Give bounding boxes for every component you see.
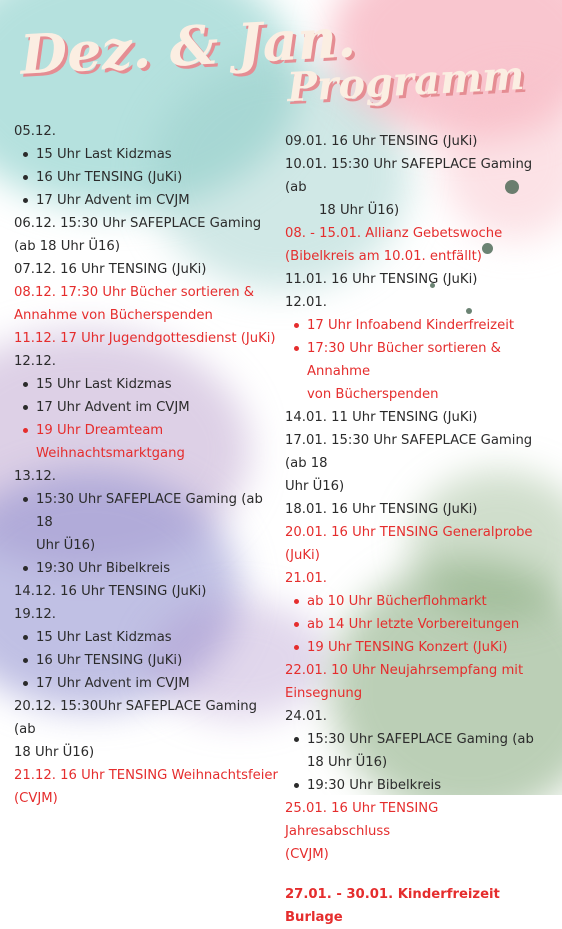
- schedule-entry-text: 06.12. 15:30 Uhr SAFEPLACE Gaming: [14, 216, 262, 231]
- schedule-entry-text: 05.12.: [14, 124, 56, 139]
- schedule-entry-text: 15:30 Uhr SAFEPLACE Gaming (ab 18: [36, 492, 268, 530]
- schedule-bullet-item: [14, 419, 282, 465]
- schedule-entry-text: 17 Uhr Advent im CVJM: [36, 400, 190, 415]
- schedule-entry-text: Uhr Ü16): [285, 479, 345, 494]
- schedule-entry-text: 14.01. 11 Uhr TENSING (JuKi): [285, 410, 478, 425]
- schedule-entry-text: 22.01. 10 Uhr Neujahrsempfang mit: [285, 663, 524, 678]
- schedule-entry-text: (CVJM): [14, 791, 58, 806]
- schedule-entry-text: 20.01. 16 Uhr TENSING Generalprobe: [285, 525, 533, 540]
- schedule-entry-text: 15:30 Uhr SAFEPLACE Gaming (ab: [307, 732, 534, 747]
- schedule-entry-text: 13.12.: [14, 469, 56, 484]
- title-dez-jan: Dez. & Jan.: [18, 5, 358, 87]
- schedule-column-january: [285, 130, 547, 929]
- schedule-date-heading: [14, 465, 282, 488]
- schedule-entry-text: 20.12. 15:30Uhr SAFEPLACE Gaming (ab: [14, 699, 262, 737]
- schedule-bullet-item: [14, 649, 282, 672]
- schedule-date-heading: [285, 291, 547, 314]
- schedule-entry-text: 21.01.: [285, 571, 327, 586]
- schedule-bullet-item: [14, 166, 282, 189]
- schedule-bullet-item: [14, 373, 282, 396]
- schedule-entry-text: 16 Uhr TENSING (JuKi): [36, 653, 183, 668]
- schedule-date-heading: [14, 120, 282, 143]
- schedule-entry-text: 12.12.: [14, 354, 56, 369]
- schedule-entry-text: 10.01. 15:30 Uhr SAFEPLACE Gaming (ab: [285, 157, 537, 195]
- schedule-entry-text: 25.01. 16 Uhr TENSING Jahresabschluss: [285, 801, 443, 839]
- schedule-bullet-item: [285, 774, 547, 797]
- schedule-bullet-item: [285, 613, 547, 636]
- schedule-entry: [14, 764, 282, 810]
- schedule-entry-text: 15 Uhr Last Kidzmas: [36, 377, 172, 392]
- schedule-bullet-item: [14, 396, 282, 419]
- title-programm: Programm: [285, 51, 526, 112]
- schedule-bullet-item: [285, 337, 547, 406]
- schedule-entry-text: (JuKi): [285, 548, 320, 563]
- schedule-entry-text: Weihnachtsmarktgang: [36, 446, 185, 461]
- schedule-entry-text: 11.12. 17 Uhr Jugendgottesdienst (JuKi): [14, 331, 276, 346]
- schedule-entry-text: 07.12. 16 Uhr TENSING (JuKi): [14, 262, 207, 277]
- schedule-entry-text: von Bücherspenden: [307, 387, 439, 402]
- schedule-entry-text: 18 Uhr Ü16): [307, 755, 388, 770]
- schedule-entry-text: 16 Uhr TENSING (JuKi): [36, 170, 183, 185]
- schedule-entry-text: 19:30 Uhr Bibelkreis: [307, 778, 442, 793]
- schedule-entry-text: 27.01. - 30.01. Kinderfreizeit Burlage: [285, 887, 505, 925]
- schedule-entry-text: 19:30 Uhr Bibelkreis: [36, 561, 171, 576]
- schedule-entry-text: 17 Uhr Advent im CVJM: [36, 193, 190, 208]
- schedule-entry-text: 17 Uhr Infoabend Kinderfreizeit: [307, 318, 515, 333]
- schedule-date-heading: [14, 350, 282, 373]
- schedule-column-december: [14, 120, 282, 810]
- schedule-entry-text: 19 Uhr Dreamteam: [36, 423, 164, 438]
- schedule-entry: [285, 153, 547, 222]
- schedule-entry: [285, 883, 547, 929]
- schedule-date-heading: [285, 705, 547, 728]
- schedule-entry-text: 19.12.: [14, 607, 56, 622]
- schedule-entry-text: 24.01.: [285, 709, 327, 724]
- schedule-entry-text: 15 Uhr Last Kidzmas: [36, 147, 172, 162]
- schedule-entry-text: 17:30 Uhr Bücher sortieren & Annahme: [307, 341, 506, 379]
- schedule-entry: [285, 222, 547, 268]
- schedule-entry-text: 08. - 15.01. Allianz Gebetswoche: [285, 226, 503, 241]
- schedule-date-heading: [285, 567, 547, 590]
- schedule-bullet-item: [14, 672, 282, 695]
- schedule-bullet-item: [285, 314, 547, 337]
- schedule-entry-text: 11.01. 16 Uhr TENSING (JuKi): [285, 272, 478, 287]
- schedule-bullet-item: [285, 590, 547, 613]
- schedule-entry: [285, 130, 547, 153]
- schedule-bullet-item: [285, 636, 547, 659]
- schedule-entry-text: 15 Uhr Last Kidzmas: [36, 630, 172, 645]
- schedule-entry-text: 18 Uhr Ü16): [319, 203, 400, 218]
- schedule-entry-text: Uhr Ü16): [36, 538, 96, 553]
- schedule-entry-text: Annahme von Bücherspenden: [14, 308, 213, 323]
- schedule-entry-text: (ab 18 Uhr Ü16): [14, 239, 120, 254]
- schedule-entry-text: 08.12. 17:30 Uhr Bücher sortieren &: [14, 285, 255, 300]
- schedule-entry-text: 14.12. 16 Uhr TENSING (JuKi): [14, 584, 207, 599]
- schedule-entry: [285, 797, 547, 866]
- schedule-entry-text: 19 Uhr TENSING Konzert (JuKi): [307, 640, 508, 655]
- schedule-entry-text: ab 10 Uhr Bücherflohmarkt: [307, 594, 487, 609]
- schedule-bullet-item: [14, 557, 282, 580]
- schedule-entry-text: (CVJM): [285, 847, 329, 862]
- schedule-entry: [285, 659, 547, 705]
- schedule-entry-text: 21.12. 16 Uhr TENSING Weihnachtsfeier: [14, 768, 278, 783]
- schedule-entry: [285, 498, 547, 521]
- schedule-entry: [285, 406, 547, 429]
- schedule-bullet-item: [14, 626, 282, 649]
- schedule-bullet-item: [14, 189, 282, 212]
- schedule-bullet-item: [14, 488, 282, 557]
- schedule-entry: [14, 212, 282, 258]
- schedule-entry-text: 18 Uhr Ü16): [14, 745, 95, 760]
- schedule-entry: [14, 695, 282, 764]
- schedule-entry-text: 17.01. 15:30 Uhr SAFEPLACE Gaming (ab 18: [285, 433, 537, 471]
- schedule-entry-text: ab 14 Uhr letzte Vorbereitungen: [307, 617, 520, 632]
- schedule-entry: [14, 580, 282, 603]
- schedule-entry: [14, 281, 282, 327]
- schedule-entry: [285, 429, 547, 498]
- schedule-entry: [285, 268, 547, 291]
- schedule-entry-text: 12.01.: [285, 295, 327, 310]
- schedule-entry-text: (Bibelkreis am 10.01. entfällt): [285, 249, 482, 264]
- schedule-entry-text: 09.01. 16 Uhr TENSING (JuKi): [285, 134, 478, 149]
- schedule-date-heading: [14, 603, 282, 626]
- schedule-entry: [285, 521, 547, 567]
- schedule-bullet-item: [285, 728, 547, 774]
- schedule-entry-text: Einsegnung: [285, 686, 363, 701]
- schedule-entry: [14, 258, 282, 281]
- schedule-entry: [14, 327, 282, 350]
- schedule-bullet-item: [14, 143, 282, 166]
- schedule-entry-text: 18.01. 16 Uhr TENSING (JuKi): [285, 502, 478, 517]
- schedule-entry-text: 17 Uhr Advent im CVJM: [36, 676, 190, 691]
